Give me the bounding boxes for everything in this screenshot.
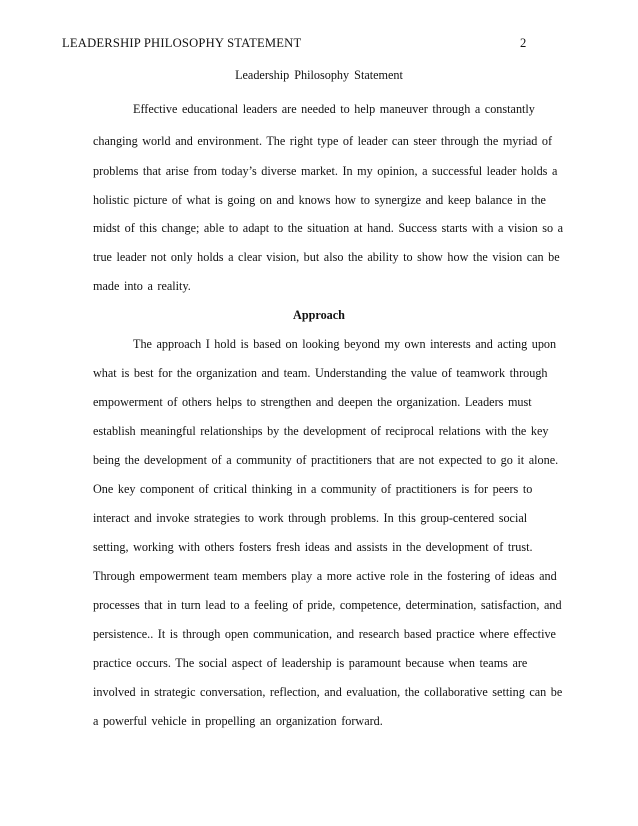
document-title: Leadership Philosophy Statement xyxy=(235,68,403,82)
paragraph-line: made into a reality. xyxy=(93,279,191,293)
paragraph-line: establish meaningful relationships by the development of reciprocal relations with the key xyxy=(93,424,549,438)
paragraph-line: a powerful vehicle in propelling an organization forward. xyxy=(93,714,383,728)
paragraph-line: One key component of critical thinking in a community of practitioners is for peers to xyxy=(93,482,533,496)
paragraph-line: practice occurs. The social aspect of leadership is paramount because when teams are xyxy=(93,656,528,670)
paragraph-line: setting, working with others fosters fresh ideas and assists in the development of trust. xyxy=(93,540,533,554)
paragraph-line: what is best for the organization and team. Understanding the value of teamwork through xyxy=(93,366,548,380)
paragraph-line: persistence.. It is through open communication, and research based practice where effective xyxy=(93,627,556,641)
paragraph-line: midst of this change; able to adapt to the situation at hand. Success starts with a vision so a xyxy=(93,221,564,235)
paragraph-line: empowerment of others helps to strengthen and deepen the organization. Leaders must xyxy=(93,395,532,409)
paragraph-line: Effective educational leaders are needed to help maneuver through a constantly xyxy=(133,102,535,116)
paragraph-line: holistic picture of what is going on and knows how to synergize and keep balance in the xyxy=(93,193,546,207)
section-heading-approach: Approach xyxy=(293,308,345,322)
paragraph-line: involved in strategic conversation, reflection, and evaluation, the collaborative setting can be xyxy=(93,685,563,699)
paragraph-line: Through empowerment team members play a more active role in the fostering of ideas and xyxy=(93,569,557,583)
paragraph-line: true leader not only holds a clear vision, but also the ability to show how the vision can be xyxy=(93,250,560,264)
paragraph-line: being the development of a community of practitioners that are not expected to go it alone. xyxy=(93,453,559,467)
paragraph-line: changing world and environment. The right type of leader can steer through the myriad of xyxy=(93,134,553,148)
paragraph-line: problems that arise from today’s diverse market. In my opinion, a successful leader holds a xyxy=(93,164,558,178)
page-number: 2 xyxy=(520,36,527,50)
paragraph-line: processes that in turn lead to a feeling of pride, competence, determination, satisfaction, and xyxy=(93,598,562,612)
paragraph-line: The approach I hold is based on looking beyond my own interests and acting upon xyxy=(133,337,557,351)
paragraph-line: interact and invoke strategies to work through problems. In this group-centered social xyxy=(93,511,528,525)
running-head: LEADERSHIP PHILOSOPHY STATEMENT xyxy=(62,36,302,50)
